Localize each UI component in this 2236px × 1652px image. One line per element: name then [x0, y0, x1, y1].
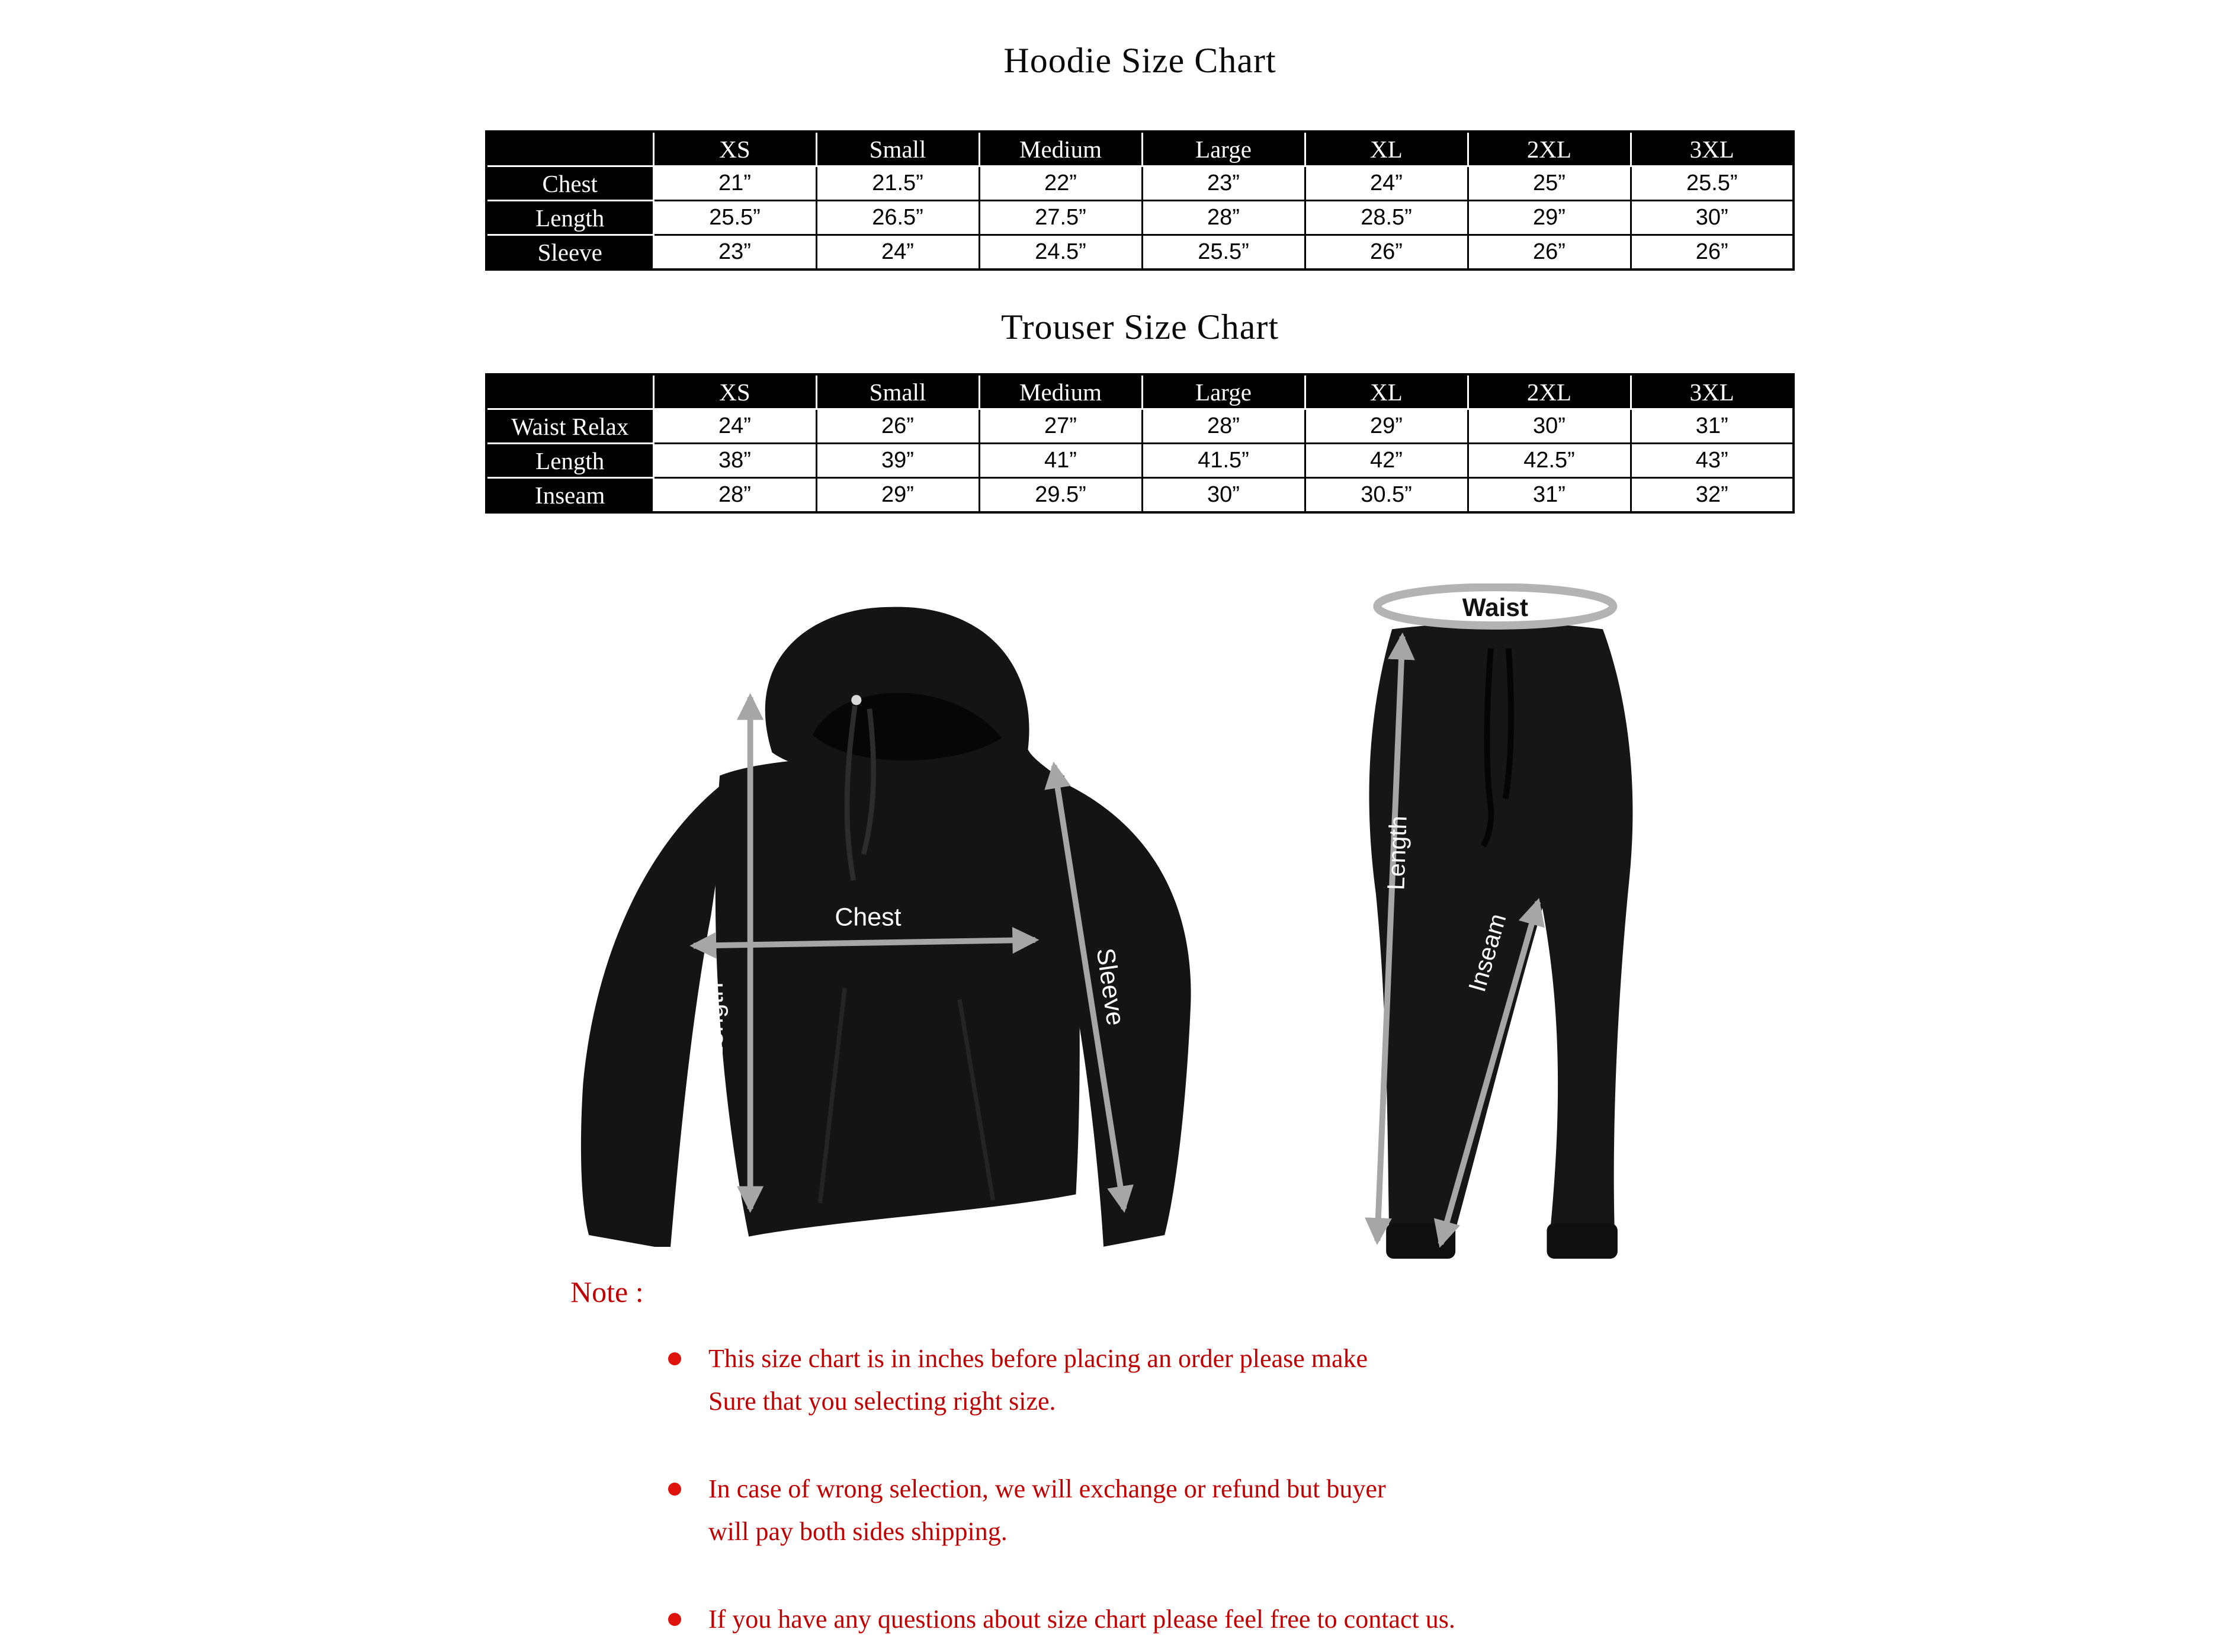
note-text: If you have any questions about size chart please feel free to contact us. — [708, 1605, 1455, 1634]
note-item — [668, 1598, 1455, 1641]
size-value-cell: 29” — [1305, 409, 1468, 444]
note-text: This size chart is in inches before placing an order please make Sure that you selecting right size. — [708, 1344, 1368, 1416]
size-header-cell: XL — [1305, 374, 1468, 409]
size-value-cell: 30” — [1468, 409, 1631, 444]
chest-label: Chest — [835, 903, 902, 932]
size-header-cell: XS — [653, 374, 816, 409]
corner-cell — [486, 374, 653, 409]
size-value-cell: 41.5” — [1142, 444, 1305, 478]
trouser-chart-title: Trouser Size Chart — [1000, 307, 1279, 347]
size-value-cell: 26” — [816, 409, 979, 444]
size-header-cell: Small — [816, 374, 979, 409]
size-value-cell: 30” — [1142, 478, 1305, 513]
size-value-cell: 22” — [979, 166, 1142, 201]
size-header-cell: 3XL — [1631, 131, 1794, 166]
size-value-cell: 24” — [1305, 166, 1468, 201]
table-row — [486, 201, 1794, 235]
size-value-cell: 38” — [653, 444, 816, 478]
size-value-cell: 25.5” — [1142, 235, 1305, 270]
size-header-cell: Medium — [979, 374, 1142, 409]
row-label-cell: Length — [486, 444, 653, 478]
bullet-icon — [668, 1483, 681, 1496]
note-item — [668, 1468, 1386, 1553]
size-value-cell: 41” — [979, 444, 1142, 478]
size-value-cell: 21” — [653, 166, 816, 201]
length-label: Length — [1382, 815, 1412, 891]
table-row — [486, 444, 1794, 478]
size-header-cell: Large — [1142, 131, 1305, 166]
size-value-cell: 24.5” — [979, 235, 1142, 270]
waist-label: Waist — [1462, 593, 1528, 621]
size-value-cell: 42.5” — [1468, 444, 1631, 478]
sleeve-label: Sleeve — [1090, 946, 1130, 1028]
tables-column — [485, 0, 1795, 533]
size-value-cell: 23” — [653, 235, 816, 270]
table-row — [486, 409, 1794, 444]
size-value-cell: 29” — [816, 478, 979, 513]
size-value-cell: 31” — [1468, 478, 1631, 513]
size-value-cell: 28” — [1142, 201, 1305, 235]
size-header-cell: Large — [1142, 374, 1305, 409]
size-value-cell: 29.5” — [979, 478, 1142, 513]
size-value-cell: 28” — [653, 478, 816, 513]
size-value-cell: 24” — [653, 409, 816, 444]
table-row — [486, 235, 1794, 270]
size-value-cell: 28” — [1142, 409, 1305, 444]
size-header-cell: 2XL — [1468, 374, 1631, 409]
size-value-cell: 27” — [979, 409, 1142, 444]
size-value-cell: 24” — [816, 235, 979, 270]
size-value-cell: 26” — [1631, 235, 1794, 270]
row-label-cell: Length — [486, 201, 653, 235]
corner-cell — [486, 131, 653, 166]
bullet-icon — [668, 1352, 681, 1365]
size-value-cell: 25.5” — [1631, 166, 1794, 201]
size-header-cell: XL — [1305, 131, 1468, 166]
hoodie-body — [716, 756, 1080, 1236]
size-header-cell: Small — [816, 131, 979, 166]
drawcord-eyelet — [851, 695, 861, 705]
size-value-cell: 27.5” — [979, 201, 1142, 235]
size-value-cell: 39” — [816, 444, 979, 478]
bullet-icon — [668, 1613, 681, 1626]
size-header-cell: Medium — [979, 131, 1142, 166]
row-label-cell: Waist Relax — [486, 409, 653, 444]
size-value-cell: 25.5” — [653, 201, 816, 235]
row-label-cell: Sleeve — [486, 235, 653, 270]
size-value-cell: 26” — [1468, 235, 1631, 270]
length-label: Length — [700, 982, 729, 1060]
trouser-cuffs — [1386, 1223, 1618, 1259]
size-value-cell: 26” — [1305, 235, 1468, 270]
table-row — [486, 166, 1794, 201]
trouser-size-table — [485, 373, 1795, 514]
size-header-cell: 2XL — [1468, 131, 1631, 166]
size-value-cell: 42” — [1305, 444, 1468, 478]
hoodie-diagram — [563, 592, 1202, 1247]
trouser-header-row — [486, 374, 1794, 409]
size-value-cell: 21.5” — [816, 166, 979, 201]
size-value-cell: 28.5” — [1305, 201, 1468, 235]
size-value-cell: 30.5” — [1305, 478, 1468, 513]
size-value-cell: 23” — [1142, 166, 1305, 201]
note-text: In case of wrong selection, we will exchange or refund but buyer will pay both sides shipping. — [708, 1474, 1386, 1546]
size-value-cell: 43” — [1631, 444, 1794, 478]
row-label-cell: Inseam — [486, 478, 653, 513]
size-header-cell: XS — [653, 131, 816, 166]
hoodie-header-row — [486, 131, 1794, 166]
note-heading: Note : — [570, 1275, 644, 1308]
note-item — [668, 1337, 1368, 1423]
size-value-cell: 25” — [1468, 166, 1631, 201]
table-row — [486, 478, 1794, 513]
row-label-cell: Chest — [486, 166, 653, 201]
size-value-cell: 30” — [1631, 201, 1794, 235]
inseam-label: Inseam — [1463, 910, 1512, 995]
hoodie-chart-title: Hoodie Size Chart — [1003, 41, 1276, 80]
size-value-cell: 31” — [1631, 409, 1794, 444]
hoodie-size-table — [485, 130, 1795, 271]
size-value-cell: 32” — [1631, 478, 1794, 513]
size-header-cell: 3XL — [1631, 374, 1794, 409]
size-value-cell: 26.5” — [816, 201, 979, 235]
trousers-diagram — [1343, 583, 1675, 1262]
size-value-cell: 29” — [1468, 201, 1631, 235]
